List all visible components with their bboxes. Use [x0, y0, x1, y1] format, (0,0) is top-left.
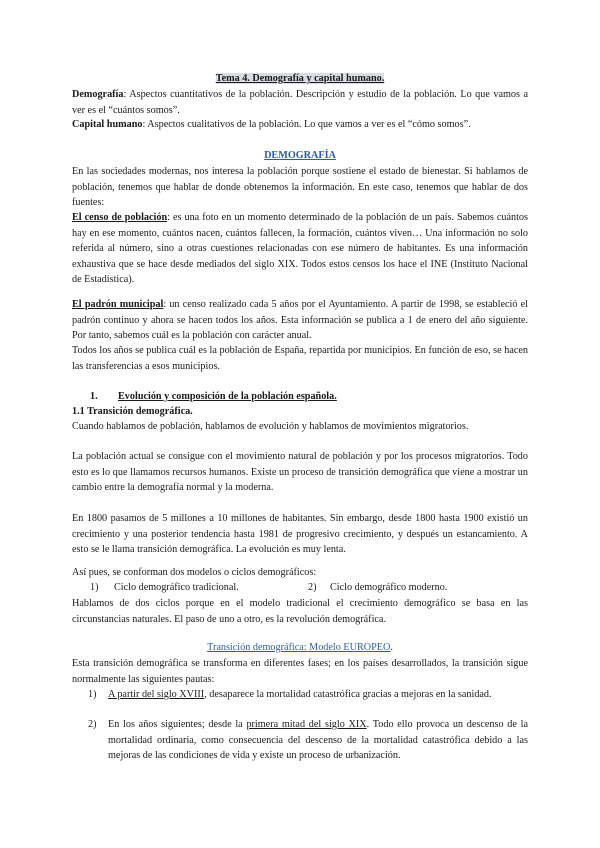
- europeo-item-2-prefix: En los años siguientes; desde la: [108, 719, 247, 730]
- demografia-heading-line: [72, 148, 528, 164]
- padron-term: El padrón municipal: [72, 299, 164, 310]
- censo-term: El censo de población: [72, 212, 168, 223]
- intro-capital-humano: [72, 117, 528, 133]
- europeo-item-1-number: 1): [88, 689, 97, 700]
- document-title-line: [72, 71, 528, 87]
- cycle-2-number: 2): [308, 582, 317, 593]
- cycle-1-number: 1): [90, 582, 99, 593]
- section-1-paragraph-1: Cuando hablamos de población, hablamos de evolución y hablamos de movimientos migratorios.: [72, 421, 469, 432]
- europeo-item-2-underlined: primera mitad del siglo XIX: [246, 719, 367, 730]
- censo-definition: : es una foto en un momento determinado de la población de un país. Sabemos cuántos hay en ese momento, cuántos nacen, cuántos fallecen, la formación, cuántos viven… Una información no solo referida al número, sino a otras cuestiones relacionadas con ese número de habitantes. Es una información exhaustiva que se hace desde mediados del siglo XIX. Todos estos censos los hace el INE (Instituto Nacional de Estadística).: [72, 212, 528, 286]
- cycle-2-label: Ciclo demográfico moderno.: [330, 582, 448, 593]
- europeo-heading-line: [72, 640, 528, 656]
- section-1-paragraph-3: En 1800 pasamos de 5 millones a 10 millones de habitantes. Sin embargo, desde 1800 hasta 1900 existió un crecimiento y una posterior tendencia hasta 1981 de progresivo crecimiento, y después un estancamiento. A esto se le llama transición demográfica. La evolución es muy lenta.: [72, 513, 528, 556]
- europeo-item-1-underlined: A partir del siglo XVIII: [108, 689, 205, 700]
- section-1-paragraph-5: Hablamos de dos ciclos porque en el modelo tradicional el crecimiento demográfico se basa en las circunstancias naturales. El paso de uno a otro, es la revolución demográfica.: [72, 598, 528, 625]
- europeo-item-2-text-block: [108, 717, 528, 764]
- demografia-definition: : Aspectos cuantitativos de la población. Descripción y estudio de la población. Lo que vamos a ver es el “cuántos somos”.: [72, 89, 528, 116]
- capital-humano-definition: : Aspectos cualitativos de la población. Lo que vamos a ver es el “cómo somos”.: [142, 119, 471, 130]
- europeo-paragraph-1: Esta transición demográfica se transforma en diferentes fases; en los países desarrollados, la transición sigue normalmente las siguientes pautas:: [72, 658, 528, 685]
- europeo-heading-dot: .: [390, 642, 393, 653]
- europeo-list-item-1: [72, 687, 528, 703]
- europeo-item-1-text-block: [108, 687, 528, 703]
- demografia-paragraph-final: Todos los años se publica cuál es la población de España, repartida por municipios. En función de eso, se hacen las transferencias a esos municipios.: [72, 345, 528, 372]
- europeo-item-2-number: 2): [88, 719, 97, 730]
- europeo-heading: Transición demográfica: Modelo EUROPEO: [207, 642, 391, 653]
- europeo-list-item-2: [72, 717, 528, 764]
- cycle-1-label: Ciclo demográfico tradicional.: [114, 582, 239, 593]
- capital-humano-term: Capital humano: [72, 119, 143, 130]
- europeo-item-1-text: , desaparece la mortalidad catastrófica gracias a mejoras en la sanidad.: [204, 689, 492, 700]
- section-1-heading: Evolución y composición de la población española.: [118, 391, 337, 402]
- padron-definition: : un censo realizado cada 5 años por el Ayuntamiento. A partir de 1998, se estableció el padrón continuo y ahora se hacen todos los años. Esta información se publica a 1 de enero del año siguiente. Por tanto, sabemos cuál es la población con carácter anual.: [72, 299, 528, 342]
- demografia-term: Demografía: [72, 89, 124, 100]
- section-1-heading-line: [72, 389, 528, 405]
- section-1-number: 1.: [90, 391, 98, 402]
- demografia-paragraph-1: En las sociedades modernas, nos interesa la población porque sostiene el estado de bienestar. Si hablamos de población, tenemos que hablar de donde obtenemos la información. En este caso, tenemos que hablar de dos fuentes:: [72, 166, 528, 209]
- section-1-paragraph-2: La población actual se consigue con el movimiento natural de población y por los procesos migratorios. Todo esto es lo que llamamos recursos humanos. Existe un proceso de transición demográfica que viene a mostrar un cambio entre la demografía normal y la moderna.: [72, 451, 528, 494]
- censo-paragraph: [72, 210, 528, 288]
- section-1-paragraph-4: Así pues, se conforman dos modelos o ciclos demográficos:: [72, 567, 317, 578]
- document-title: Tema 4. Demografía y capital humano.: [215, 73, 385, 84]
- padron-paragraph: [72, 297, 528, 344]
- subsection-1-1-heading: 1.1 Transición demográfica.: [72, 406, 193, 417]
- demografia-heading: DEMOGRAFÍA: [264, 150, 336, 161]
- europeo-item-2-text: . Todo ello provoca un descenso de la mortalidad ordinaria, como consecuencia del descenso de la mortalidad catastrófica debido a las mejoras de las condiciones de vida y existe un proceso de urbanización.: [108, 719, 528, 762]
- intro-demografia: [72, 87, 528, 118]
